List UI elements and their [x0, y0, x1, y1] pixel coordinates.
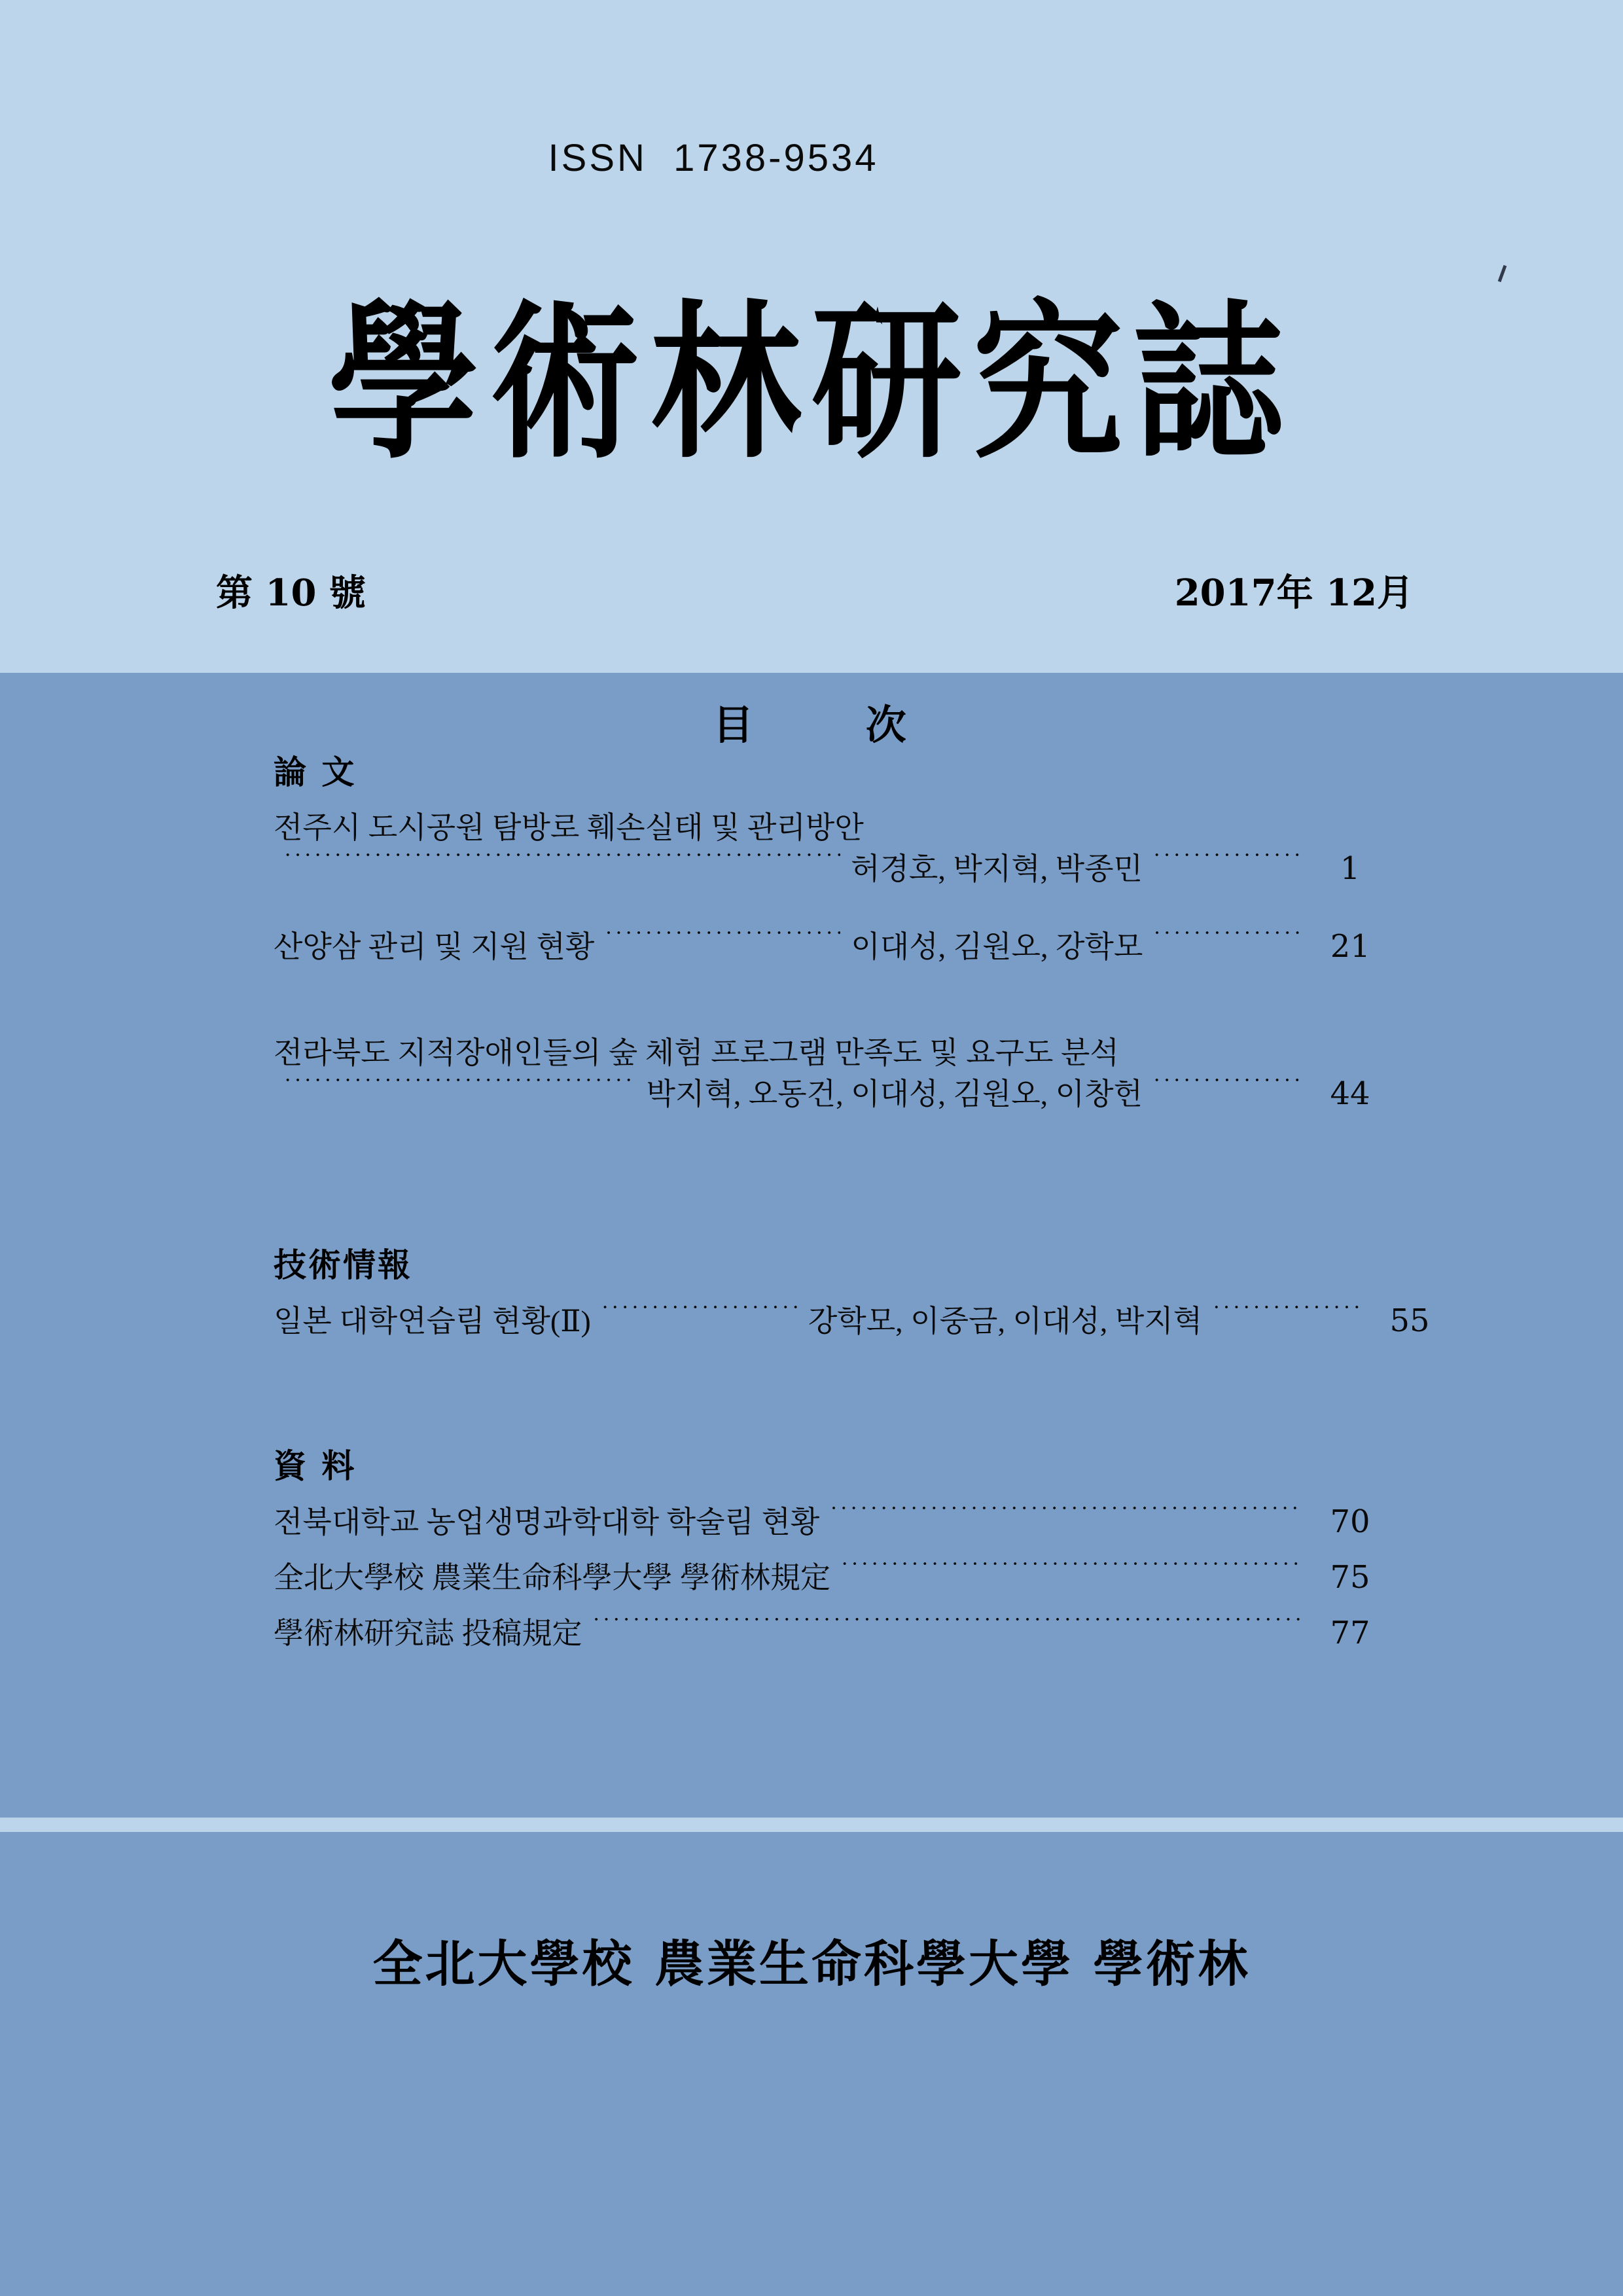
issue-number: 第 10 號	[216, 571, 366, 615]
toc-entry-page: 44	[1330, 1075, 1370, 1112]
leader-dots	[593, 1613, 1304, 1643]
toc-entry[interactable]	[274, 926, 1386, 967]
leader-dots	[284, 849, 840, 879]
toc-entry-meta	[274, 1557, 1386, 1598]
toc-entry-meta	[274, 926, 1386, 967]
toc-entry-meta	[274, 1501, 1386, 1543]
leader-dots	[605, 927, 840, 957]
toc-entry[interactable]	[274, 1613, 1386, 1654]
toc-entry[interactable]	[274, 1557, 1386, 1598]
toc-entry[interactable]	[274, 1501, 1386, 1543]
toc-entry-authors: 이대성, 김원오, 강학모	[851, 930, 1143, 963]
publisher-name: 全北大學校 農業生命科學大學 學術林	[372, 1935, 1251, 1993]
journal-title: 學術林研究誌	[328, 283, 1294, 482]
toc-entry[interactable]	[274, 1033, 1386, 1115]
leader-dots-page	[1153, 927, 1304, 957]
spacer	[274, 889, 1386, 912]
cover-bottom-band	[0, 1832, 1623, 2296]
toc-entry-meta	[274, 1613, 1386, 1654]
toc-entry-page: 55	[1389, 1302, 1430, 1339]
section-heading-materials: 資 料	[274, 1446, 357, 1485]
toc-entry-authors: 허경호, 박지혁, 박종민	[851, 852, 1143, 886]
issn-text: ISSN 1738-9534	[548, 137, 879, 179]
toc-entry-title: 일본 대학연습림 현황(Ⅱ)	[274, 1304, 591, 1338]
toc-entry-title: 전주시 도시공원 탐방로 훼손실태 및 관리방안	[274, 811, 864, 844]
toc-entry-page: 21	[1330, 928, 1370, 965]
toc-entry-authors: 박지혁, 오동건, 이대성, 김원오, 이창헌	[646, 1077, 1143, 1111]
toc-entry-title: 산양삼 관리 및 지원 현황	[274, 930, 595, 963]
table-of-contents-heading: 目 次	[713, 701, 910, 749]
toc-entry-meta	[274, 1300, 1430, 1342]
leader-dots	[284, 1074, 635, 1104]
toc-entry-page: 75	[1330, 1559, 1370, 1596]
toc-entry[interactable]	[274, 1300, 1430, 1342]
toc-entry[interactable]	[274, 808, 1386, 889]
cover-divider-stripe	[0, 1818, 1623, 1832]
table-of-contents-body	[274, 746, 1430, 1654]
spacer	[274, 1115, 1386, 1239]
spacer	[274, 1342, 1386, 1440]
issue-date: 2017年 12月	[1174, 571, 1414, 615]
leader-dots-page	[1213, 1301, 1363, 1331]
toc-entry-title: 學術林研究誌 投稿規定	[274, 1617, 582, 1650]
issue-info-row	[216, 564, 1414, 617]
toc-entry-page: 77	[1330, 1615, 1370, 1651]
spacer	[274, 967, 1386, 1018]
toc-entry-page: 70	[1330, 1503, 1370, 1540]
toc-entry-title: 全北大學校 農業生命科學大學 學術林規定	[274, 1561, 830, 1594]
leader-dots	[601, 1301, 798, 1331]
leader-dots	[841, 1558, 1304, 1588]
toc-entry-title: 전북대학교 농업생명과학대학 학술림 현황	[274, 1505, 820, 1539]
leader-dots-page	[1153, 849, 1304, 879]
leader-dots	[830, 1502, 1304, 1532]
toc-entry-page: 1	[1340, 850, 1361, 887]
toc-entry-meta	[274, 1073, 1386, 1115]
toc-entry-authors: 강학모, 이중금, 이대성, 박지혁	[808, 1304, 1203, 1338]
toc-entry-title: 전라북도 지적장애인들의 숲 체험 프로그램 만족도 및 요구도 분석	[274, 1036, 1119, 1069]
section-heading-technical-information: 技術情報	[274, 1246, 412, 1284]
leader-dots-page	[1153, 1074, 1304, 1104]
section-heading-articles: 論 文	[274, 753, 357, 791]
toc-entry-meta	[274, 848, 1386, 889]
